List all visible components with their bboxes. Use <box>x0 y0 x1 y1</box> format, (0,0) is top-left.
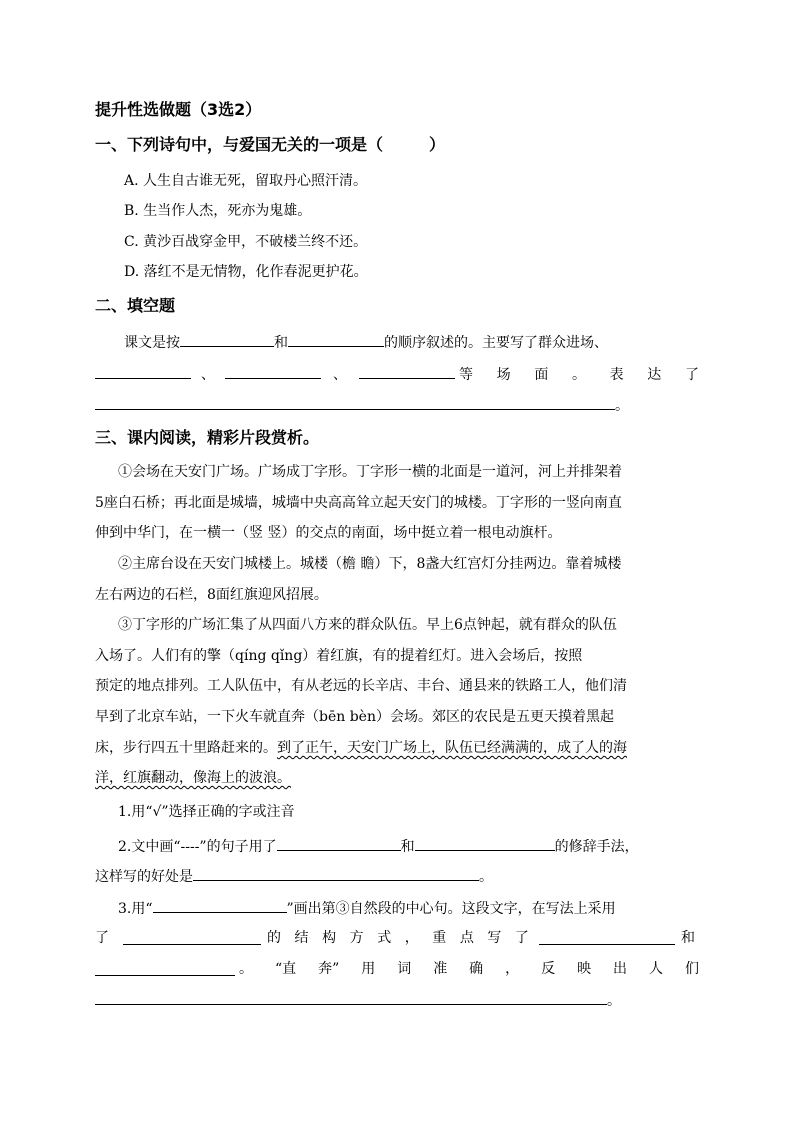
char: 构 <box>322 930 337 946</box>
char: 。 <box>571 367 586 383</box>
char: ， <box>505 961 520 977</box>
q2-blank-2[interactable] <box>288 332 384 347</box>
char: 奔” <box>318 961 340 977</box>
char: 确 <box>469 961 484 977</box>
q2-text-b: 和 <box>274 335 288 351</box>
q3-p3-line6 <box>95 769 291 787</box>
sub-q3-line1 <box>118 898 616 918</box>
sub-q2-text-a: 2.文中画“----”的句子用了 <box>118 839 277 855</box>
sub-q2-text-b: 和 <box>400 839 415 855</box>
sub-q2-blank-2[interactable] <box>415 836 555 851</box>
sub-q2-line1 <box>118 836 639 856</box>
sub-q3-end: 。 <box>607 993 621 1009</box>
char: 的 <box>267 930 281 946</box>
q3-p3-line3: 预定的地点排列。工人队伍中，有从老远的长辛店、丰台、通县来的铁路工人，他们清 <box>95 678 627 694</box>
q2-sep-2: 、 <box>333 367 347 383</box>
q3-p3-line5 <box>95 739 627 757</box>
char: “直 <box>274 961 297 977</box>
q3-p1-line2: 5座白石桥；再北面是城墙，城墙中央高高耸立起天安门的城楼。丁字形的一竖向南直 <box>95 495 622 511</box>
sub-q3-blank-3[interactable] <box>539 930 675 945</box>
q3-p1-line3: 伸到中华门，在一横一（竖 竖）的交点的南面，场中挺立着一根电动旗杆。 <box>95 525 562 541</box>
char: 场 <box>496 367 511 383</box>
q2-blank-1[interactable] <box>180 332 274 347</box>
sub-q2-end: 。 <box>479 869 493 885</box>
char: 出 <box>613 961 628 977</box>
q2-blank-5[interactable] <box>359 364 455 379</box>
q1-option-b: B. 生当作人杰，死亦为鬼雄。 <box>124 203 312 219</box>
char: 用 <box>361 961 376 977</box>
char: 写 <box>487 930 502 946</box>
q2-end-mark: 。 <box>615 398 629 414</box>
char: 达 <box>647 367 662 383</box>
char: ， <box>404 930 419 946</box>
char: 词 <box>397 961 412 977</box>
char: 映 <box>577 961 592 977</box>
q2-blank-6[interactable] <box>95 395 615 410</box>
sub-q3-blank-5[interactable] <box>95 990 607 1005</box>
q2-line2-end <box>459 366 699 384</box>
sub-q2-blank-3[interactable] <box>193 866 479 881</box>
char: 了 <box>95 930 109 946</box>
q1-title-text: 一、下列诗句中，与爱国无关的一项是（ <box>95 135 384 154</box>
sub-q3-line4 <box>95 990 621 1010</box>
q3-p3-line2: 入场了。人们有的擎（qíng qǐng）着红旗，有的提着红灯。进入会场后，按照 <box>95 648 583 664</box>
char: 。 <box>239 961 253 977</box>
q1-title-end: ） <box>429 135 446 154</box>
q3-wavy-sentence-2: 洋，红旗翻动，像海上的波浪。 <box>95 770 291 786</box>
char: 表 <box>609 367 624 383</box>
char: 了 <box>514 930 529 946</box>
q2-text-c: 的顺序叙述的。主要写了群众进场、 <box>384 335 608 351</box>
sub-q3-blank-2[interactable] <box>123 930 261 945</box>
sub-q2-text-c: 的修辞手法， <box>554 839 639 855</box>
q3-p1-line1: ①会场在天安门广场。广场成丁字形。丁字形一横的北面是一道河，河上并排架着 <box>118 464 622 480</box>
q2-line2 <box>95 364 699 384</box>
q1-option-c: C. 黄沙百战穿金甲，不破楼兰终不还。 <box>124 234 368 250</box>
sub-q3-and: 和 <box>681 930 695 946</box>
sub-q2-line2 <box>95 866 493 886</box>
q3-wavy-sentence-1: 到了正午，天安门广场上，队伍已经满满的，成了人的海 <box>277 740 627 756</box>
sub-q3-line3-chars <box>239 960 699 978</box>
sub-q2-blank-1[interactable] <box>277 836 401 851</box>
char: 们 <box>684 961 699 977</box>
q2-line3 <box>95 395 629 415</box>
char: 了 <box>684 367 699 383</box>
q1-option-a: A. 人生自古谁无死，留取丹心照汗清。 <box>124 173 368 189</box>
q3-p3-line1: ③丁字形的广场汇集了从四面八方来的群众队伍。早上6点钟起，就有群众的队伍 <box>118 617 617 633</box>
char: 方 <box>349 930 364 946</box>
char: 式 <box>377 930 392 946</box>
sub-q3-text-a: 3.用“ <box>118 901 153 917</box>
q3-p3-plain: 床，步行四五十里路赶来的。 <box>95 740 277 756</box>
section-header: 提升性选做题（3选2） <box>95 100 262 119</box>
sub-q1: 1.用“√”选择正确的字或注音 <box>118 804 295 820</box>
char: 结 <box>294 930 309 946</box>
char: 反 <box>541 961 556 977</box>
sub-q3-line2-chars <box>267 929 529 947</box>
sub-q3-blank-1[interactable] <box>153 898 287 913</box>
char: 人 <box>649 961 663 977</box>
sub-q3-text-b: ”画出第③自然段的中心句。这段文字，在写法上采用 <box>286 901 616 917</box>
q2-line1 <box>124 332 608 352</box>
q2-sep-1: 、 <box>201 367 215 383</box>
q3-p2-line2: 左右两边的石栏，8面红旗迎风招展。 <box>95 587 328 603</box>
char: 面 <box>534 367 549 383</box>
q3-p2-line1: ②主席台设在天安门城楼上。城楼（檐 瞻）下，8盏大红宫灯分挂两边。靠着城楼 <box>118 556 622 572</box>
q3-title: 三、课内阅读，精彩片段赏析。 <box>95 428 320 447</box>
char: 点 <box>459 930 474 946</box>
char: 准 <box>433 961 448 977</box>
char: 等 <box>459 367 473 383</box>
q2-text-a: 课文是按 <box>124 335 180 351</box>
q1-title <box>95 135 445 155</box>
q2-title: 二、填空题 <box>95 296 176 315</box>
q2-blank-4[interactable] <box>225 364 321 379</box>
q3-p3-line4: 早到了北京车站，一下火车就直奔（bēn bèn）会场。郊区的农民是五更天摸着黑起 <box>95 709 614 725</box>
sub-q3-blank-4[interactable] <box>95 961 235 976</box>
sub-q2-text-d: 这样写的好处是 <box>95 869 193 885</box>
char: 重 <box>432 930 447 946</box>
q1-option-d: D. 落红不是无情物，化作春泥更护花。 <box>124 264 368 280</box>
q2-blank-3[interactable] <box>95 364 191 379</box>
